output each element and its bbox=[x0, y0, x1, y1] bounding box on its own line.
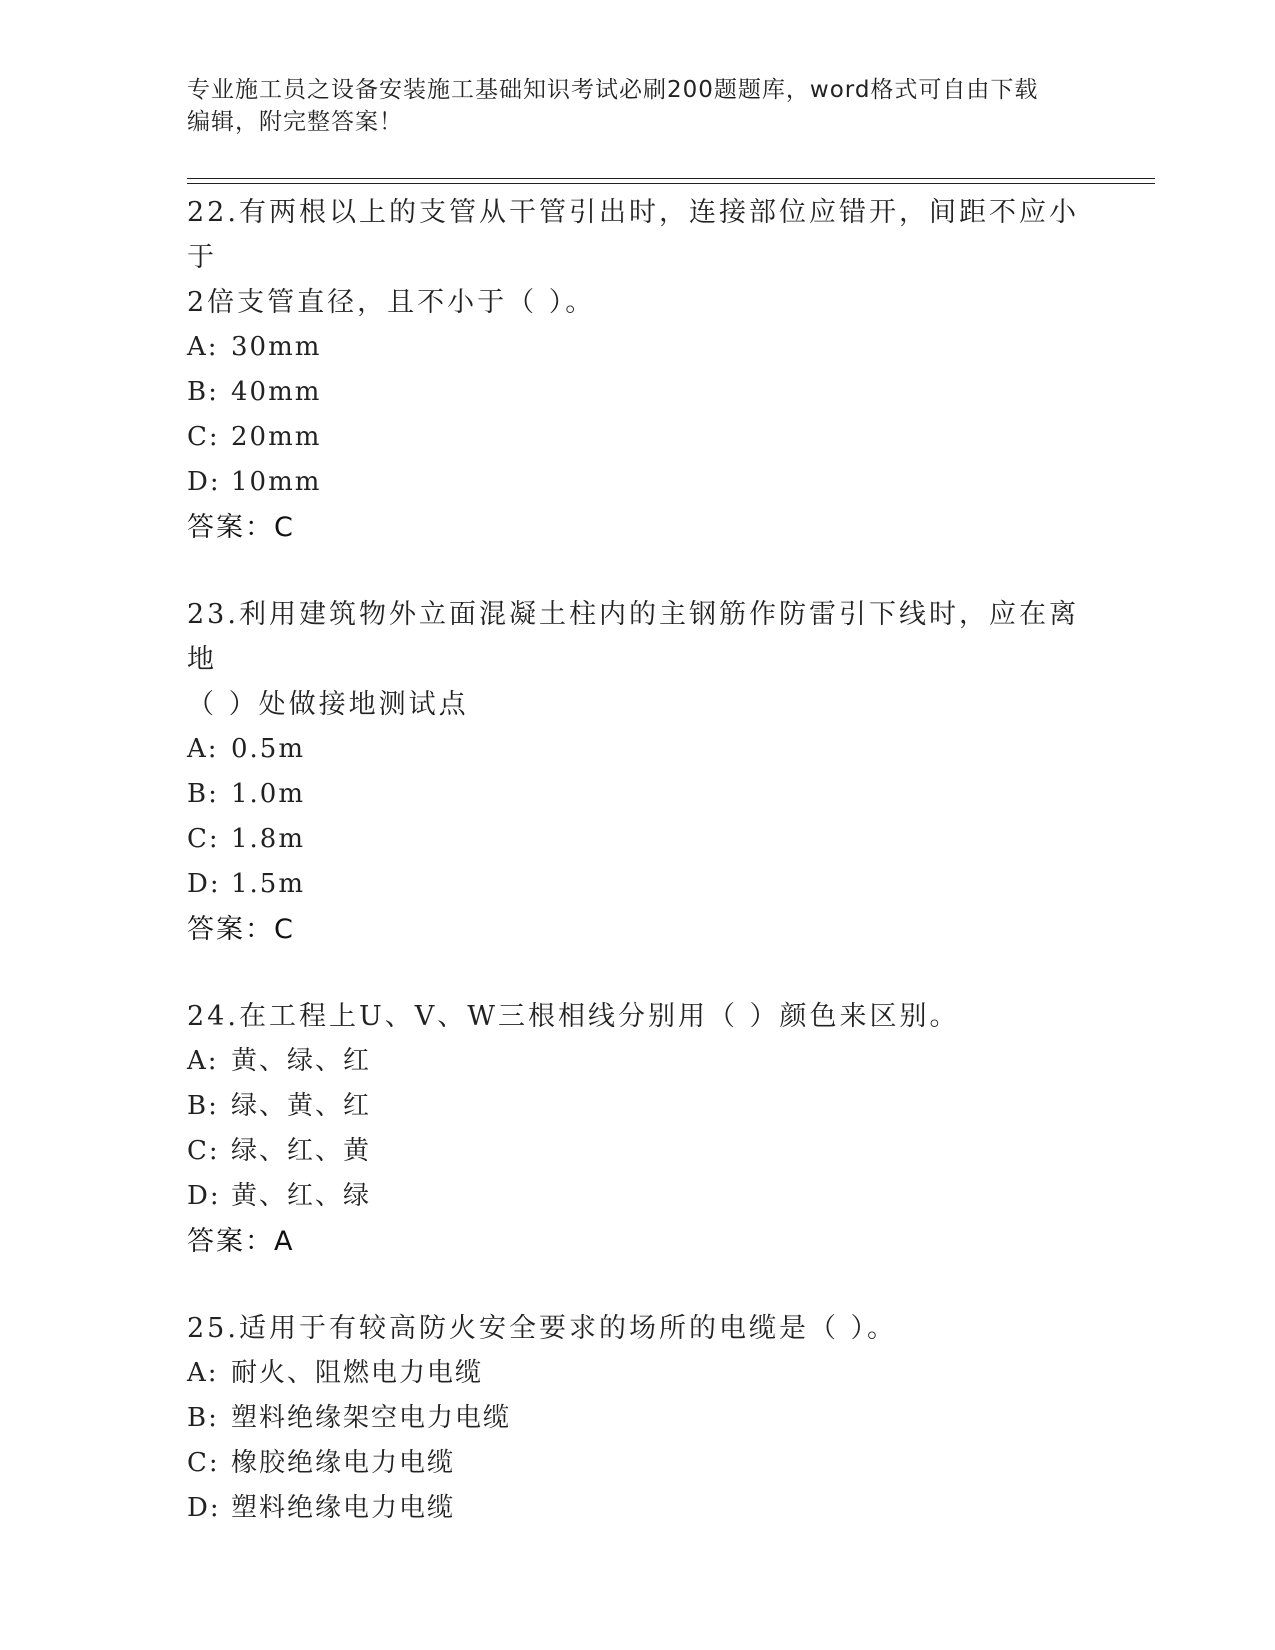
option-item bbox=[187, 727, 1087, 772]
option-letter: A: bbox=[187, 1358, 219, 1388]
question-text-line-1: 25.适用于有较高防火安全要求的场所的电缆是（ ）。 bbox=[187, 1313, 898, 1344]
question-block bbox=[187, 190, 1087, 550]
option-text: 黄、红、绿 bbox=[231, 1181, 372, 1211]
option-text: 40mm bbox=[231, 377, 322, 407]
option-letter: B: bbox=[187, 779, 219, 809]
option-letter: D: bbox=[187, 1493, 221, 1523]
question-text-line-1: 23.利用建筑物外立面混凝土柱内的主钢筋作防雷引下线时，应在离地 bbox=[187, 599, 1079, 675]
option-text: 塑料绝缘架空电力电缆 bbox=[231, 1403, 512, 1433]
option-text: 20mm bbox=[231, 422, 322, 452]
option-item bbox=[187, 1486, 1087, 1531]
question-list bbox=[187, 190, 1087, 1573]
option-text: 耐火、阻燃电力电缆 bbox=[231, 1358, 484, 1388]
option-item bbox=[187, 325, 1087, 370]
option-letter: A: bbox=[187, 1046, 219, 1076]
option-text: 绿、黄、红 bbox=[231, 1091, 372, 1121]
option-item bbox=[187, 1351, 1087, 1396]
option-item bbox=[187, 1441, 1087, 1486]
option-text: 1.8m bbox=[231, 824, 306, 854]
option-text: 绿、红、黄 bbox=[231, 1136, 372, 1166]
question-block bbox=[187, 1306, 1087, 1531]
question-text-line-2: 2倍支管直径，且不小于（ ）。 bbox=[187, 287, 596, 318]
option-text: 塑料绝缘电力电缆 bbox=[231, 1493, 456, 1523]
answer-line: 答案：A bbox=[187, 1226, 295, 1257]
option-letter: A: bbox=[187, 734, 219, 764]
option-item bbox=[187, 862, 1087, 907]
option-text: 10mm bbox=[231, 467, 322, 497]
header-divider-top bbox=[187, 178, 1155, 179]
option-item bbox=[187, 1084, 1087, 1129]
option-letter: D: bbox=[187, 869, 221, 899]
option-item bbox=[187, 370, 1087, 415]
question-block bbox=[187, 592, 1087, 952]
option-text: 30mm bbox=[231, 332, 322, 362]
option-item bbox=[187, 415, 1087, 460]
option-item bbox=[187, 817, 1087, 862]
option-letter: B: bbox=[187, 1091, 219, 1121]
answer-line: 答案：C bbox=[187, 914, 295, 945]
option-item bbox=[187, 772, 1087, 817]
option-letter: D: bbox=[187, 1181, 221, 1211]
question-block bbox=[187, 994, 1087, 1264]
document-header bbox=[187, 74, 1087, 138]
option-letter: A: bbox=[187, 332, 219, 362]
question-text-line-1: 24.在工程上U、V、W三根相线分别用（ ）颜色来区别。 bbox=[187, 1001, 960, 1032]
header-divider-bottom bbox=[187, 183, 1155, 184]
option-letter: C: bbox=[187, 1448, 220, 1478]
option-letter: C: bbox=[187, 824, 220, 854]
option-text: 橡胶绝缘电力电缆 bbox=[231, 1448, 456, 1478]
question-text-line-1: 22.有两根以上的支管从干管引出时，连接部位应错开，间距不应小于 bbox=[187, 197, 1079, 273]
answer-line: 答案：C bbox=[187, 512, 295, 543]
option-letter: B: bbox=[187, 1403, 219, 1433]
option-text: 1.5m bbox=[231, 869, 306, 899]
option-item bbox=[187, 1039, 1087, 1084]
option-text: 1.0m bbox=[231, 779, 306, 809]
header-line-1: 专业施工员之设备安装施工基础知识考试必刷200题题库，word格式可自由下载 bbox=[187, 77, 1039, 103]
option-letter: B: bbox=[187, 377, 219, 407]
option-letter: C: bbox=[187, 1136, 220, 1166]
option-item bbox=[187, 1396, 1087, 1441]
option-text: 黄、绿、红 bbox=[231, 1046, 372, 1076]
option-item bbox=[187, 1174, 1087, 1219]
header-line-2: 编辑，附完整答案！ bbox=[187, 109, 403, 135]
question-text-line-2: （ ）处做接地测试点 bbox=[187, 689, 469, 720]
option-text: 0.5m bbox=[231, 734, 306, 764]
option-letter: D: bbox=[187, 467, 221, 497]
option-letter: C: bbox=[187, 422, 220, 452]
option-item bbox=[187, 1129, 1087, 1174]
option-item bbox=[187, 460, 1087, 505]
